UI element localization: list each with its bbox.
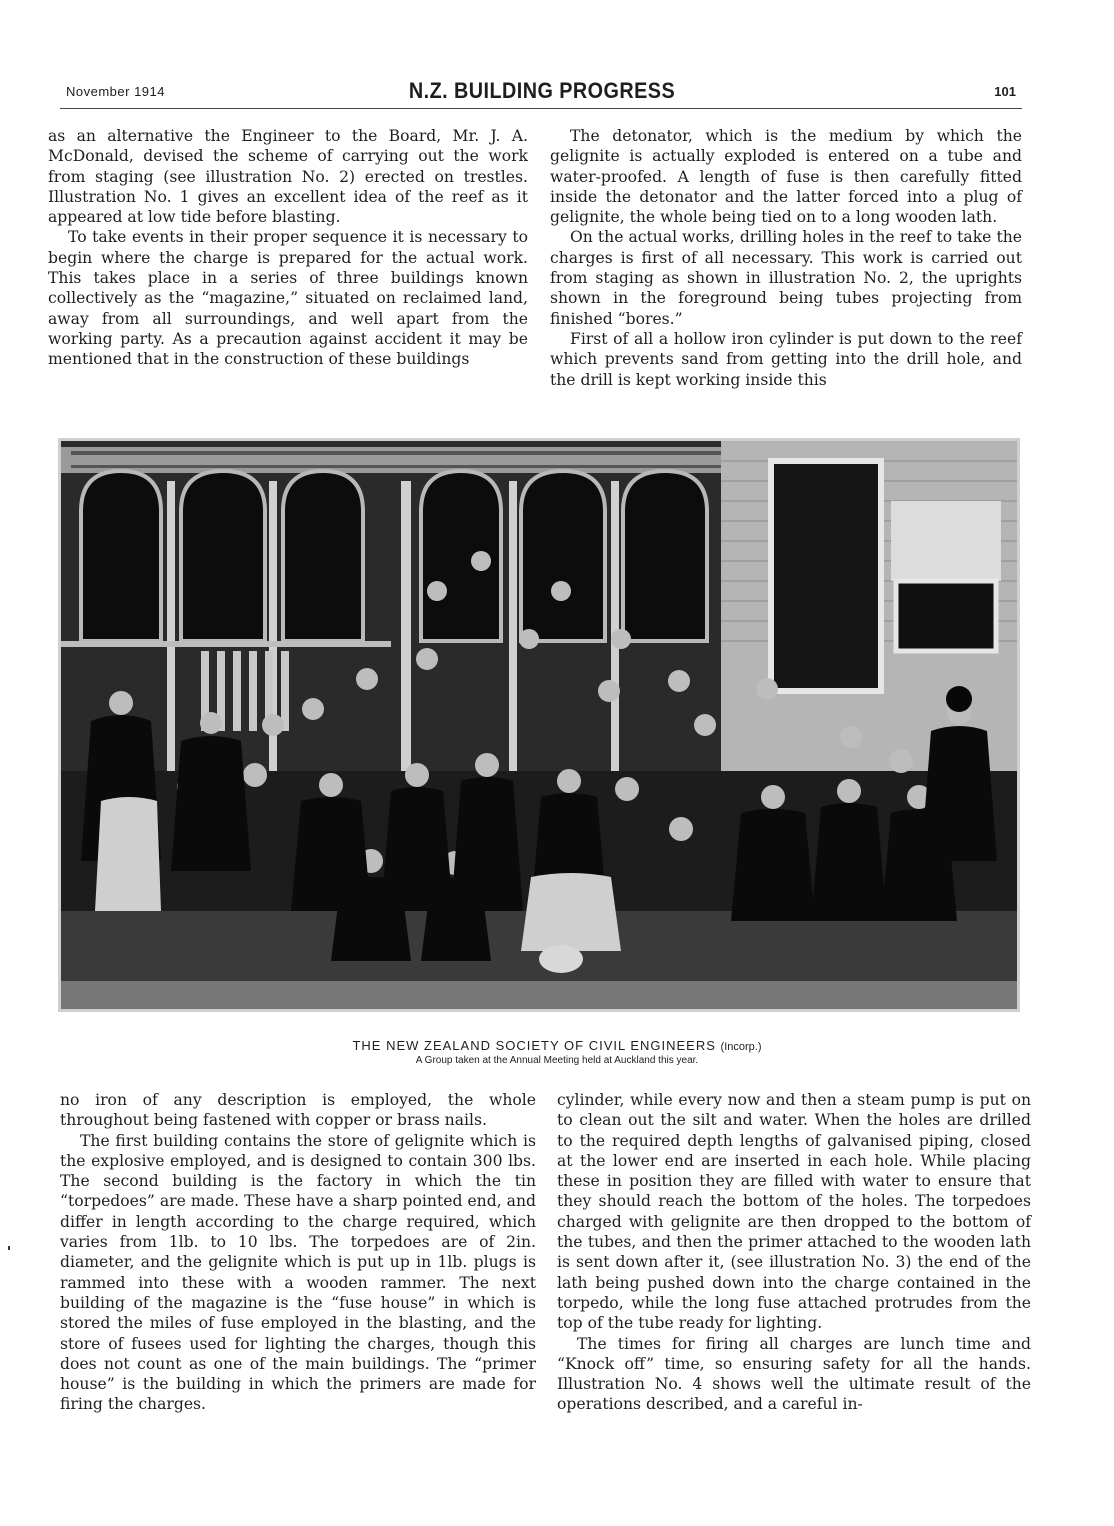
publication-title: N.Z. BUILDING PROGRESS (408, 78, 676, 103)
page-header (62, 78, 1022, 108)
paragraph: cylinder, while every now and then a steam pump is put on to clean out the silt and water. When the holes are drilled to the required depth lengths of galvanised piping, closed at the lower end are inserted in each hole. While placing these in position they are filled with water to ensure that they should reach the bottom of the holes. The torpedoes charged with gelignite are then dropped to the bottom of the tubes, and then the primer attached to the wooden lath is sent down after it, (see illustration No. 3) the end of the lath being pushed down into the charge contained in the torpedo, while the long fuse attached protrudes from the top of the tube ready for lighting. (557, 1091, 1031, 1333)
bottom-left-column (60, 1090, 536, 1415)
top-left-column (48, 126, 528, 370)
photo-caption (0, 1038, 1114, 1053)
paragraph: The detonator, which is the medium by which the gelignite is actually exploded is entered on a tube and water-proofed. A length of fuse is then carefully fitted inside the detonator and the latter forced into a plug of gelignite, the whole being tied on to a long wooden lath. (550, 127, 1022, 227)
paragraph: The first building contains the store of gelignite which is the explosive employed, and is designed to contain 300 lbs. The second building is the factory in which the tin “torpedoes” are made. These have a sharp pointed end, and differ in length according to the charge required, which varies from 1lb. to 10 lbs. The torpedoes are of 2in. diameter, and the gelignite which is put up in 1lb. plugs is rammed into these with a wooden rammer. The next building of the magazine is the “fuse house” in which is stored the miles of fuse employed in the blasting, and the store of fusees used for lighting the charges, though this does not count as one of the main buildings. The “primer house” is the building in which the primers are made for firing the charges. (60, 1131, 536, 1414)
paragraph: no iron of any description is employed, the whole throughout being fastened with copper or brass nails. (60, 1091, 536, 1130)
paragraph: as an alternative the Engineer to the Board, Mr. J. A. McDonald, devised the scheme of carrying out the work from staging (see illustration No. 2) erected on trestles. Illustration No. 1 gives an excellent idea of the reef as it appeared at low tide before blasting. (48, 127, 528, 227)
group-photograph (58, 438, 1020, 1012)
photo-illustration (61, 441, 1017, 1009)
paragraph: To take events in their proper sequence it is necessary to begin where the charge is prepared for the actual work. This takes place in a series of three buildings known collectively as the “magazine,” situated on reclaimed land, away from all surroundings, and well apart from the working party. As a precaution against accident it may be mentioned that in the construction of these buildings (48, 228, 528, 369)
top-right-column (550, 126, 1022, 390)
caption-title: THE NEW ZEALAND SOCIETY OF CIVIL ENGINEERS (352, 1038, 716, 1053)
print-speck (8, 1246, 10, 1250)
page-number: 101 (994, 84, 1016, 99)
paragraph: First of all a hollow iron cylinder is put down to the reef which prevents sand from getting into the drill hole, and the drill is kept working inside this (550, 329, 1022, 389)
photo-subcaption: A Group taken at the Annual Meeting held at Auckland this year. (415, 1055, 699, 1066)
issue-date: November 1914 (66, 84, 165, 99)
paragraph: On the actual works, drilling holes in the reef to take the charges is first of all necessary. This work is carried out from staging as shown in illustration No. 2, the uprights shown in the foreground being tubes projecting from finished “bores.” (550, 228, 1022, 328)
caption-incorp: (Incorp.) (720, 1041, 762, 1053)
bottom-right-column (557, 1090, 1031, 1415)
header-rule (60, 108, 1022, 109)
paragraph: The times for firing all charges are lunch time and “Knock off” time, so ensuring safety for all the hands. Illustration No. 4 shows well the ultimate result of the operations described, and a careful in- (557, 1334, 1031, 1414)
